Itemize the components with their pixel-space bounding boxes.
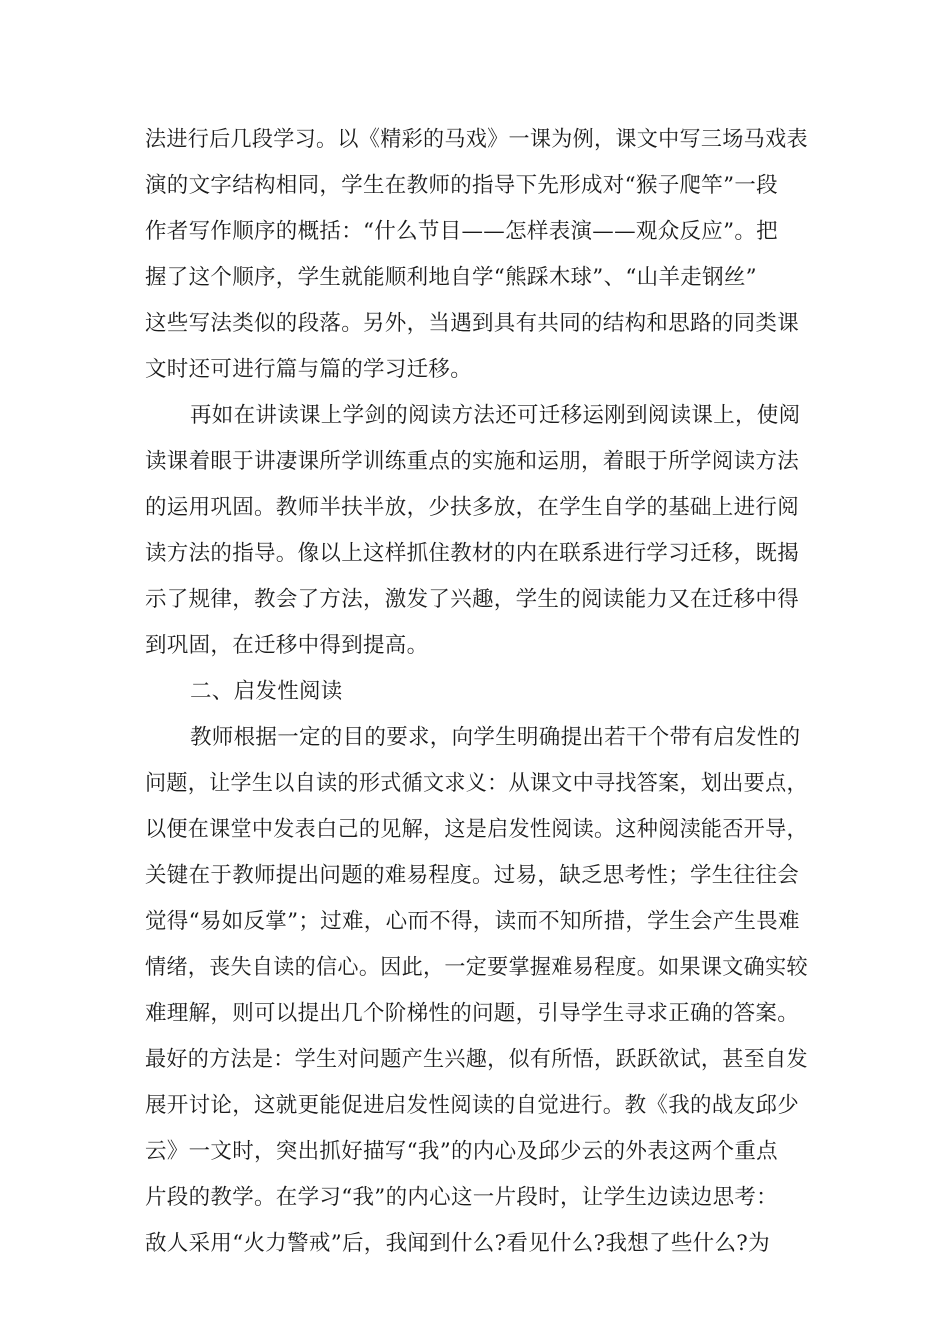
text-line: 的运用巩固。教师半扶半放，少扶多放，在学生自学的基础上进行阅 [145, 495, 800, 520]
text-line: 片段的教学。在学习“我”的内心这一片段时，让学生边读边思考： [145, 1185, 778, 1210]
paragraph-first-line: 教师根据一定的目的要求，向学生明确提出若干个带有启发性的 [190, 725, 801, 750]
section-heading: 二、启发性阅读 [190, 679, 343, 704]
text-line: 到巩固，在迁移中得到提高。 [145, 633, 429, 658]
text-line: 文时还可进行篇与篇的学习迁移。 [145, 357, 473, 382]
text-line: 问题，让学生以自读的形式循文求义：从课文中寻找答案，划出要点， [145, 771, 808, 796]
text-line: 难理解，则可以提出几个阶梯性的问题，引导学生寻求正确的答案。 [145, 1001, 800, 1026]
text-line: 读课着眼于讲凄课所学训练重点的实施和运朋，着眼于所学阅读方法 [145, 449, 800, 474]
text-line: 敌人采用“火力警戒”后，我闻到什么?看见什么?我想了些什么?为 [145, 1231, 770, 1256]
text-line: 觉得“易如反掌”；过难，心而不得，读而不知所措，学生会产生畏难 [145, 909, 800, 934]
text-line: 以便在课堂中发表白己的见解，这是启发性阅读。这种阅渎能否开导， [145, 817, 808, 842]
text-line: 演的文字结构相同，学生在教师的指导下先形成对“猴子爬竿”一段 [145, 173, 778, 198]
text-line: 读方法的指导。像以上这样抓住教材的内在联系进行学习迁移，既揭 [145, 541, 800, 566]
text-line: 法进行后几段学习。以《精彩的马戏》一课为例，课文中写三场马戏表 [145, 127, 808, 152]
text-line: 展开讨论，这就更能促进启发性阅读的自觉进行。教《我的战友邱少 [145, 1093, 800, 1118]
text-line: 关键在于教师提出问题的难易程度。过易，缺乏思考性；学生往往会 [145, 863, 800, 888]
text-line: 云》一文时，突出抓好描写“我”的内心及邱少云的外表这两个重点 [145, 1139, 778, 1164]
paragraph-first-line: 再如在讲读课上学剑的阅读方法还可迁移运刚到阅读课上，使阅 [190, 403, 801, 428]
text-line: 最好的方法是：学生对问题产生兴趣，似有所悟，跃跃欲试，甚至自发 [145, 1047, 808, 1072]
text-line: 作者写作顺序的概括：“什么节目——怎样表演——观众反应”。把 [145, 219, 778, 244]
text-line: 握了这个顺序，学生就能顺利地自学“熊踩木球”、“山羊走钢丝” [145, 265, 757, 290]
text-line: 情绪，丧失自读的信心。因此，一定要掌握难易程度。如果课文确实较 [145, 955, 808, 980]
text-line: 这些写法类似的段落。另外，当遇到具有共同的结构和思路的同类课 [145, 311, 800, 336]
text-line: 示了规律，教会了方法，激发了兴趣，学生的阅读能力又在迁移中得 [145, 587, 800, 612]
